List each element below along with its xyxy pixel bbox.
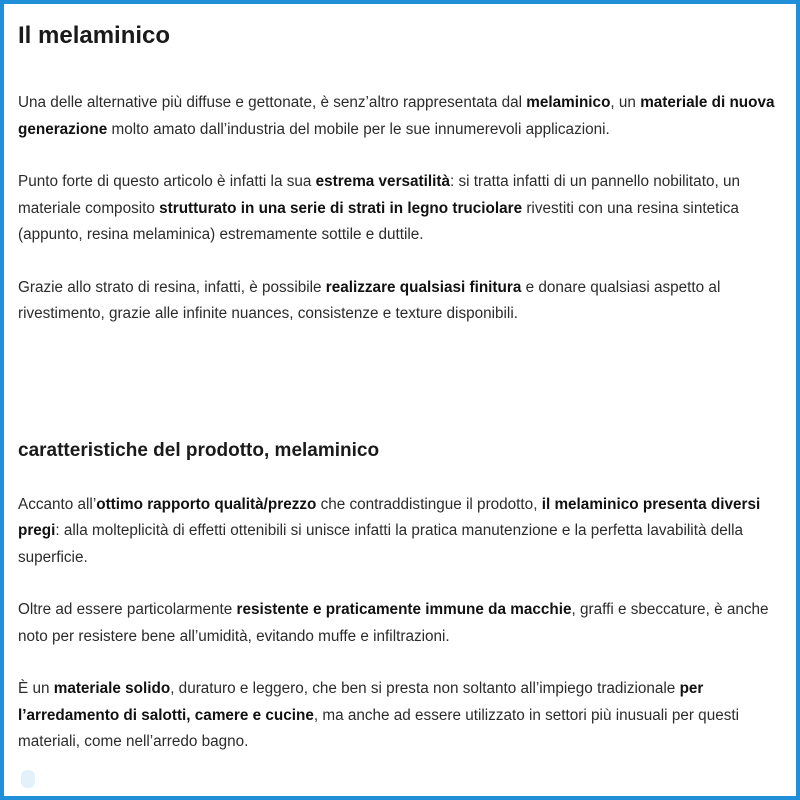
paragraph-finish xyxy=(18,275,782,328)
text-span: Una delle alternative più diffuse e gettonate, è senz’altro rappresentata dal xyxy=(18,94,527,111)
paragraph-resistance xyxy=(18,597,782,650)
text-span: , graffi e sbeccature, è anche noto per resistere bene all’umidità, evitando muffe e infiltrazioni. xyxy=(18,601,769,645)
paragraph-intro xyxy=(18,90,782,143)
text-span: : si tratta infatti di un pannello nobilitato, un materiale composito xyxy=(18,173,740,217)
text-span: molto amato dall’industria del mobile per le sue innumerevoli applicazioni. xyxy=(107,120,610,138)
text-span: , ma anche ad essere utilizzato in settori più inusuali per questi materiali, come nell’arredo bagno. xyxy=(18,706,740,750)
text-span: Oltre ad essere particolarmente xyxy=(18,601,237,618)
faint-decoration xyxy=(21,770,35,788)
text-span: È un xyxy=(18,680,54,697)
text-span: , duraturo e leggero, che ben si presta non soltanto all’impiego tradizionale xyxy=(170,680,680,697)
bold-text: per l’arredamento di salotti, camere e cucine xyxy=(18,680,704,724)
text-span: che contraddistingue il prodotto, xyxy=(316,495,542,513)
bold-text: il melaminico presenta diversi pregi xyxy=(18,495,761,539)
bold-text: melaminico xyxy=(526,94,611,111)
bold-text: resistente e praticamente immune da macchie xyxy=(236,601,572,618)
text-span: rivestiti con una resina sintetica (appunto, resina melaminica) estremamente sottile e duttile. xyxy=(18,199,739,243)
text-span: Grazie allo strato di resina, infatti, è possibile xyxy=(18,278,326,296)
bold-text: materiale di nuova generazione xyxy=(18,94,775,138)
paragraph-price-quality xyxy=(18,492,782,572)
text-span: , un xyxy=(610,94,641,111)
bold-text: materiale solido xyxy=(53,680,171,697)
page-title: Il melaminico xyxy=(18,22,171,49)
text-span: Accanto all’ xyxy=(18,495,97,513)
paragraph-versatility xyxy=(18,169,782,249)
article-body xyxy=(18,18,782,756)
bold-text: estrema versatilità xyxy=(315,173,450,190)
paragraph-solid xyxy=(18,676,782,756)
section-title: caratteristiche del prodotto, melaminico xyxy=(18,439,380,461)
spacer xyxy=(18,328,782,436)
bold-text: strutturato in una serie di strati in legno truciolare xyxy=(159,199,523,217)
text-span: : alla molteplicità di effetti ottenibili si unisce infatti la pratica manutenzione e la perfetta lavabilità della superficie. xyxy=(18,522,744,566)
bold-text: realizzare qualsiasi finitura xyxy=(325,278,522,296)
text-span: e donare qualsiasi aspetto al rivestimento, grazie alle infinite nuances, consistenze e texture disponibili. xyxy=(18,278,721,322)
text-span: Punto forte di questo articolo è infatti la sua xyxy=(18,173,316,190)
bold-text: ottimo rapporto qualità/prezzo xyxy=(96,495,317,513)
